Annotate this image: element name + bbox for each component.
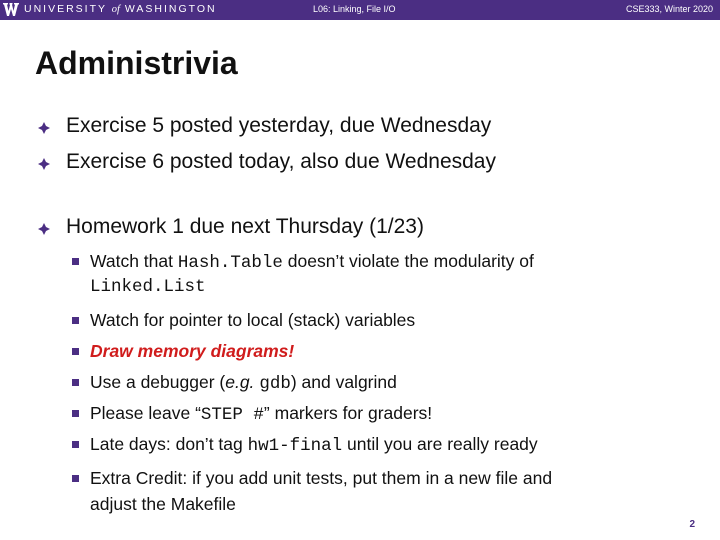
course-label: CSE333, Winter 2020 — [625, 4, 713, 14]
square-bullet-icon — [72, 475, 79, 482]
university-word: UNIVERSITY — [24, 3, 107, 15]
square-bullet-icon — [72, 410, 79, 417]
code-hw1-final: hw1-final — [247, 436, 343, 456]
code-hash-table: Hash.Table — [177, 253, 283, 273]
code-step: STEP # — [200, 405, 264, 425]
university-washington: WASHINGTON — [124, 3, 217, 15]
sub-extra-credit: Extra Credit: if you add unit tests, put them in a new file and — [90, 468, 553, 488]
text: ) and valgrind — [290, 372, 397, 392]
text: until you are really ready — [342, 434, 538, 454]
sub-draw-diagrams: Draw memory diagrams! — [90, 341, 295, 361]
text: Please leave “ — [90, 403, 201, 423]
sub-extra-credit-cont: adjust the Makefile — [90, 494, 236, 514]
square-bullet-icon — [72, 317, 79, 324]
square-bullet-icon — [72, 379, 79, 386]
code-linked-list: Linked.List — [90, 277, 206, 297]
text: ” markers for graders! — [263, 403, 433, 423]
square-bullet-icon — [72, 258, 79, 265]
square-bullet-icon — [72, 441, 79, 448]
text: Watch that — [90, 251, 178, 271]
header-bar — [0, 0, 720, 20]
lecture-title: L06: Linking, File I/O — [313, 4, 396, 14]
uw-w-logo-icon — [3, 1, 19, 18]
sub-pointer: Watch for pointer to local (stack) variables — [90, 310, 416, 330]
university-wordmark — [24, 3, 217, 15]
sub-late-days — [90, 434, 538, 456]
sub-debugger — [90, 372, 397, 394]
diamond-bullet-icon — [37, 121, 51, 135]
text: e.g. — [225, 372, 255, 392]
sub-step-markers — [90, 403, 432, 425]
bullet-exercise-5: Exercise 5 posted yesterday, due Wednesday — [66, 114, 492, 137]
text: Late days: don’t tag — [90, 434, 248, 454]
text: Use a debugger ( — [90, 372, 226, 392]
sub-hash-table — [90, 251, 534, 273]
university-of: of — [111, 4, 120, 15]
bullet-exercise-6: Exercise 6 posted today, also due Wednesday — [66, 150, 496, 173]
page-number: 2 — [689, 519, 695, 530]
slide-title: Administrivia — [35, 45, 238, 81]
square-bullet-icon — [72, 348, 79, 355]
diamond-bullet-icon — [37, 157, 51, 171]
text: doesn’t violate the modularity of — [282, 251, 534, 271]
bullet-homework-1: Homework 1 due next Thursday (1/23) — [66, 215, 424, 238]
diamond-bullet-icon — [37, 222, 51, 236]
code-gdb: gdb — [259, 374, 291, 394]
